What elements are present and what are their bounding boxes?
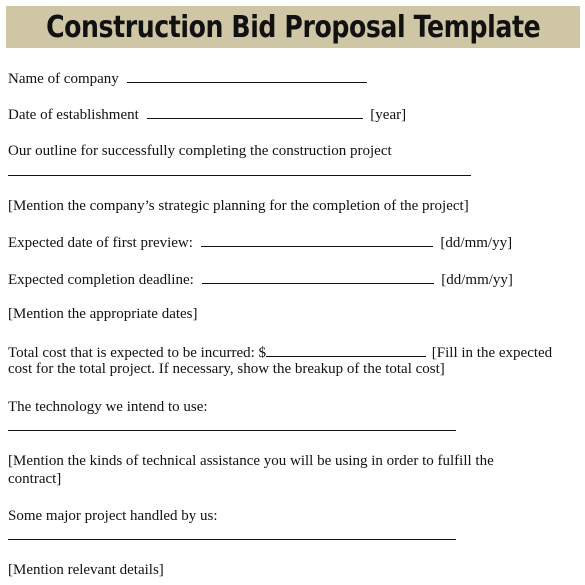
cost-label: Total cost that is expected to be incurred: $ <box>8 345 267 361</box>
technology-blank[interactable] <box>8 430 456 431</box>
outline-label: Our outline for successfully completing the construction project <box>8 143 392 159</box>
establishment-row <box>8 104 406 124</box>
strategic-note: [Mention the company’s strategic planning for the completion of the project] <box>8 198 469 214</box>
cost-blank[interactable] <box>266 342 426 357</box>
first-preview-hint: [dd/mm/yy] <box>440 235 513 251</box>
completion-row <box>8 269 513 289</box>
completion-hint: [dd/mm/yy] <box>441 272 513 288</box>
establishment-year-hint: [year] <box>370 107 407 123</box>
dates-note: [Mention the appropriate dates] <box>8 306 198 322</box>
company-name-blank[interactable] <box>127 68 367 83</box>
establishment-label: Date of establishment <box>8 107 139 123</box>
cost-note-end: cost for the total project. If necessary, show the breakup of the total cost] <box>8 361 445 377</box>
first-preview-blank[interactable] <box>201 232 433 247</box>
details-note: [Mention relevant details] <box>8 562 164 578</box>
projects-label: Some major project handled by us: <box>8 508 218 524</box>
technical-note-line-1: [Mention the kinds of technical assistance you will be using in order to fulfill the <box>8 453 494 469</box>
first-preview-label: Expected date of first preview: <box>8 235 193 251</box>
technical-note-line-2: contract] <box>8 471 62 487</box>
technology-label: The technology we intend to use: <box>8 399 208 415</box>
company-name-label: Name of company <box>8 71 119 87</box>
company-name-row <box>8 68 367 88</box>
completion-blank[interactable] <box>202 269 434 284</box>
outline-blank[interactable] <box>8 175 471 176</box>
projects-blank[interactable] <box>8 539 456 540</box>
establishment-blank[interactable] <box>147 104 363 119</box>
cost-row <box>8 342 552 362</box>
title-banner <box>6 6 580 48</box>
page-title: Construction Bid Proposal Template <box>45 9 541 45</box>
first-preview-row <box>8 232 512 252</box>
cost-note-start: [Fill in the expected <box>431 345 553 361</box>
completion-label: Expected completion deadline: <box>8 272 194 288</box>
